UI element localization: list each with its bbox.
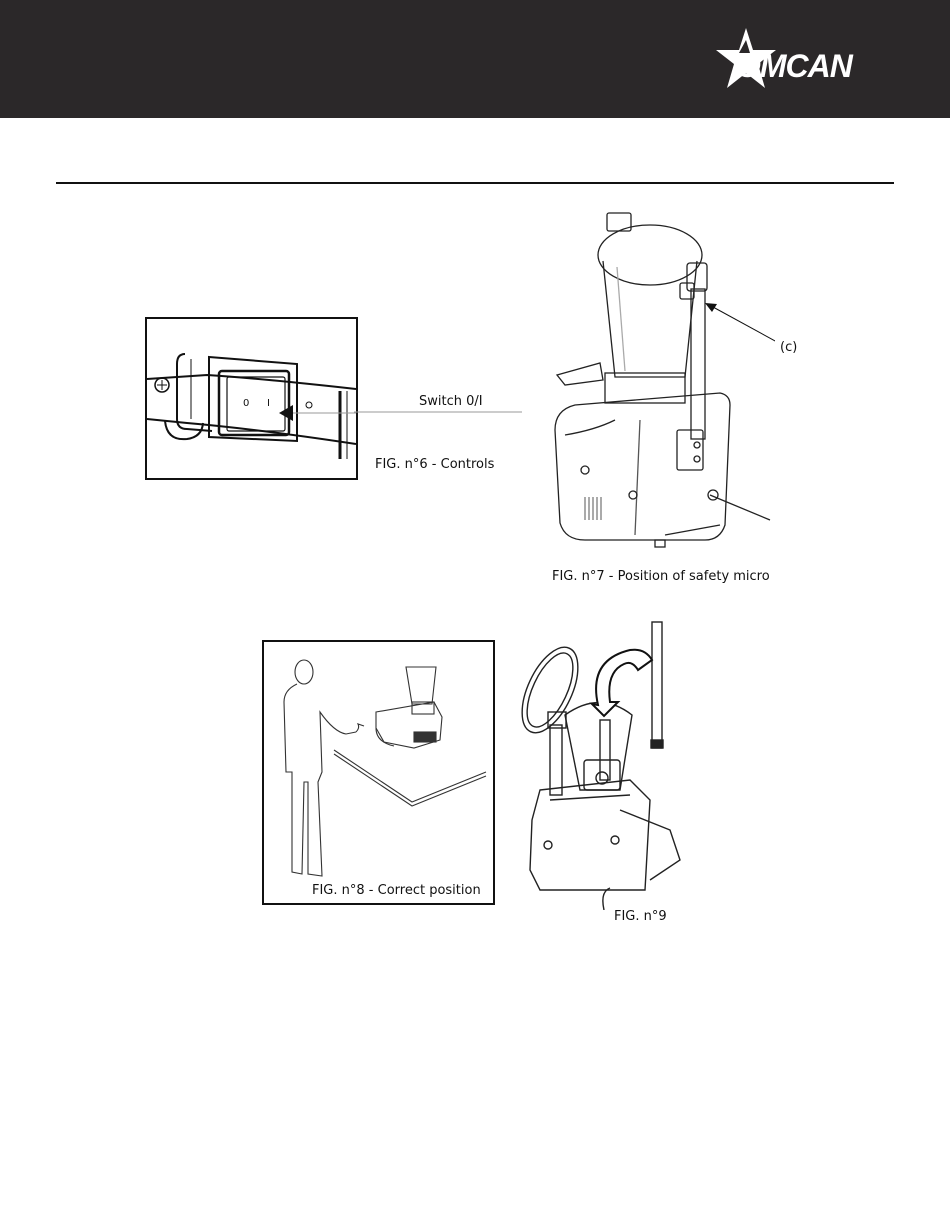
switch-callout-label: Switch 0/I	[419, 394, 483, 409]
fig9-caption: FIG. n°9	[614, 909, 667, 924]
section-divider	[56, 182, 894, 184]
switch-mark-zero: 0	[243, 398, 250, 409]
fig7-caption: FIG. n°7 - Position of safety micro	[552, 569, 770, 584]
fig9-lid-illustration	[520, 620, 690, 910]
pointer-arrow-icon	[279, 405, 293, 421]
open-lid-drawing	[520, 620, 690, 910]
switch-panel-drawing	[147, 319, 356, 478]
blender-drawing	[545, 205, 775, 550]
fig8-caption: FIG. n°8 - Correct position	[312, 883, 481, 898]
omcan-logo	[706, 26, 898, 96]
operator-drawing	[264, 642, 493, 903]
safety-micro-callout: (c)	[780, 340, 798, 355]
header-band	[0, 0, 950, 118]
brand-wordmark: OMCAN	[736, 48, 852, 84]
fig6-controls-illustration	[145, 317, 358, 480]
rotate-arrow-icon	[592, 650, 652, 716]
fig7-safety-micro-illustration	[545, 205, 775, 550]
fig6-caption: FIG. n°6 - Controls	[375, 457, 495, 472]
fig8-correct-position-illustration	[262, 640, 495, 905]
switch-mark-one: I	[267, 398, 270, 409]
